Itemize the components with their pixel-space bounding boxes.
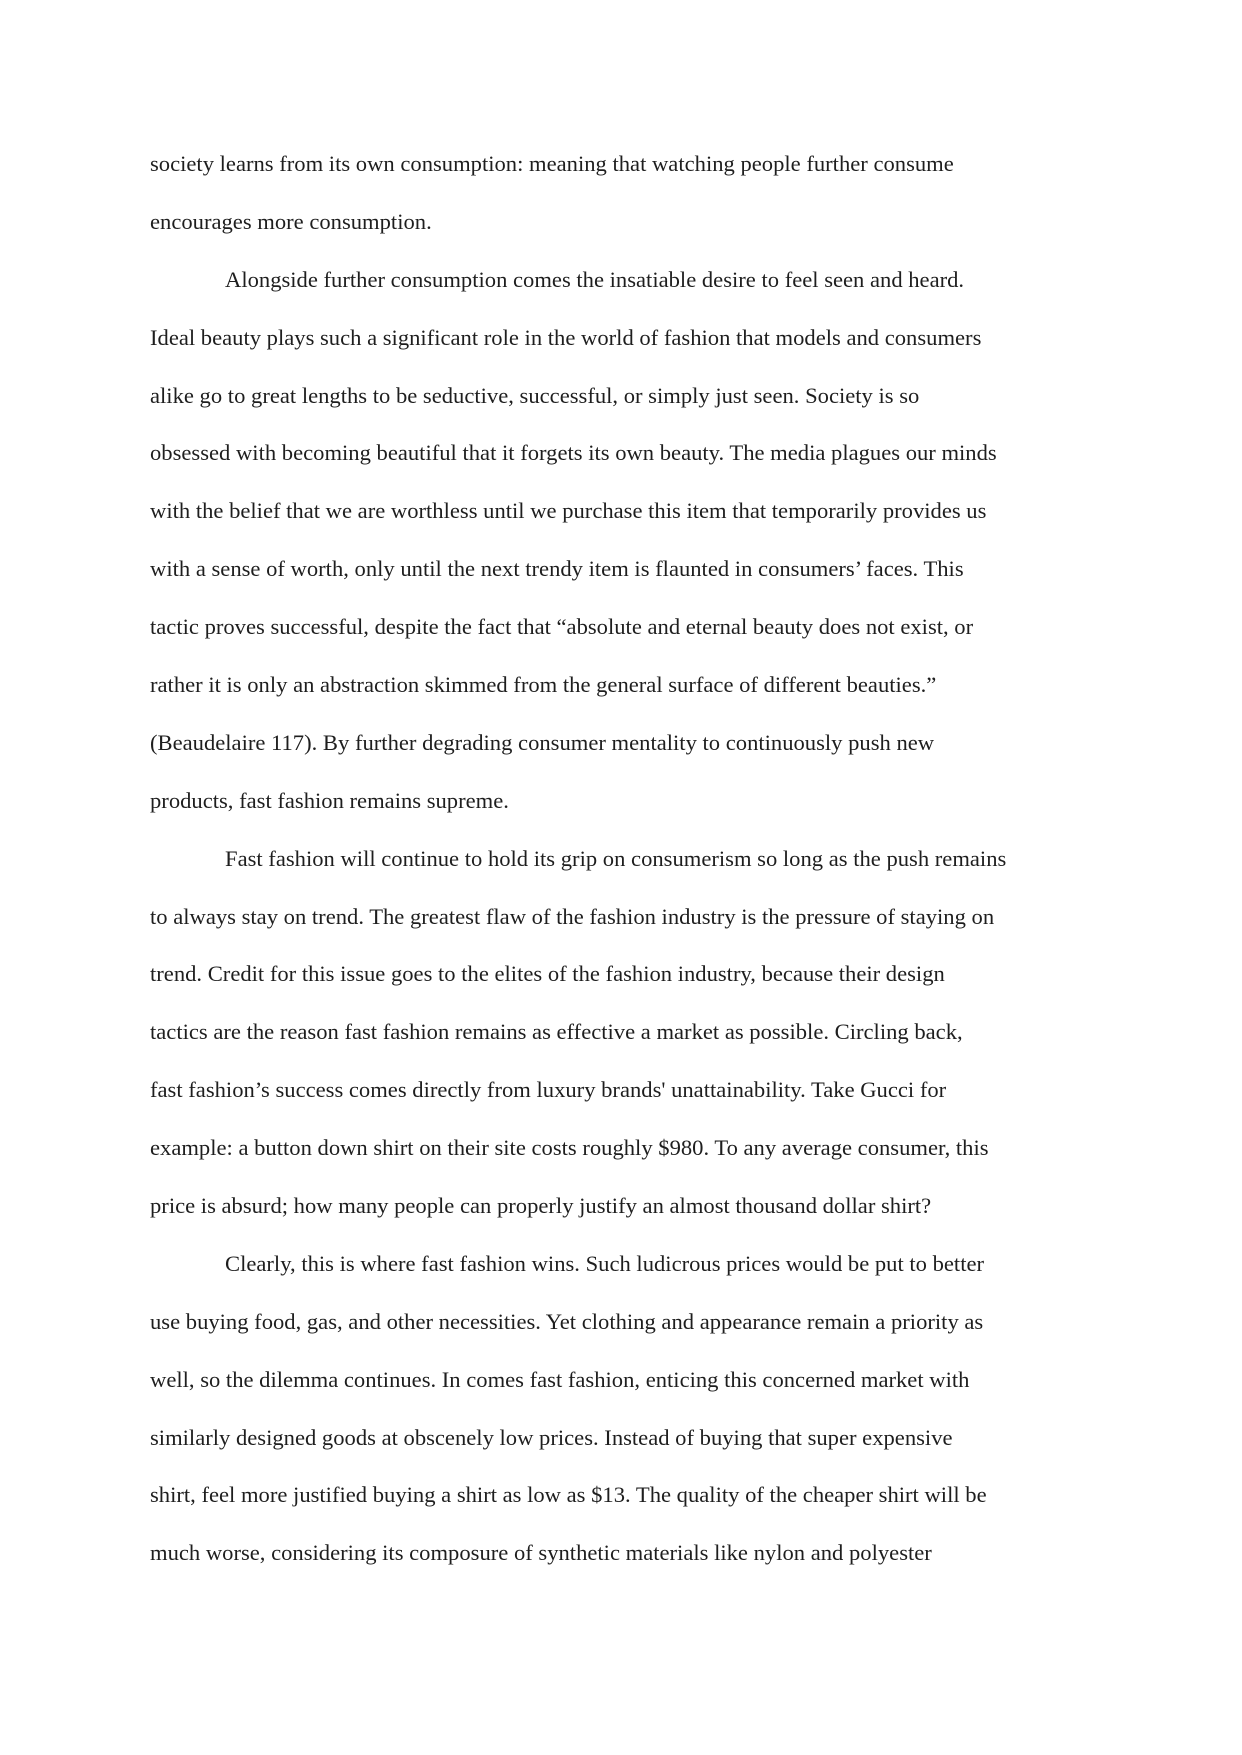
text-line: shirt, feel more justified buying a shirt as low as $13. The quality of the cheaper shirt will be [150, 1482, 987, 1508]
text-line: well, so the dilemma continues. In comes fast fashion, enticing this concerned market with [150, 1366, 970, 1392]
paragraph-start-line: Alongside further consumption comes the insatiable desire to feel seen and heard. [225, 266, 965, 292]
text-line: obsessed with becoming beautiful that it forgets its own beauty. The media plagues our minds [150, 440, 997, 466]
text-line: alike go to great lengths to be seductive, successful, or simply just seen. Society is so [150, 382, 920, 408]
text-line: much worse, considering its composure of synthetic materials like nylon and polyester [150, 1540, 932, 1566]
text-line: (Beaudelaire 117). By further degrading consumer mentality to continuously push new [150, 729, 935, 755]
text-line: with a sense of worth, only until the next trendy item is flaunted in consumers’ faces. This [150, 556, 964, 582]
text-line: price is absurd; how many people can properly justify an almost thousand dollar shirt? [150, 1193, 932, 1219]
text-line: similarly designed goods at obscenely low prices. Instead of buying that super expensive [150, 1424, 953, 1450]
text-line: encourages more consumption. [150, 208, 432, 234]
text-line: products, fast fashion remains supreme. [150, 787, 509, 813]
text-line: use buying food, gas, and other necessities. Yet clothing and appearance remain a priority as [150, 1308, 984, 1334]
text-line: trend. Credit for this issue goes to the elites of the fashion industry, because their design [150, 961, 945, 987]
text-line: fast fashion’s success comes directly from luxury brands' unattainability. Take Gucci for [150, 1077, 947, 1103]
text-line: rather it is only an abstraction skimmed from the general surface of different beauties.” [150, 672, 937, 698]
text-line: Ideal beauty plays such a significant role in the world of fashion that models and consumers [150, 324, 982, 350]
text-line: with the belief that we are worthless until we purchase this item that temporarily provides us [150, 498, 987, 524]
text-line: tactics are the reason fast fashion remains as effective a market as possible. Circling back, [150, 1019, 963, 1045]
paragraph-start-line: Clearly, this is where fast fashion wins. Such ludicrous prices would be put to better [225, 1250, 985, 1276]
essay-body [150, 135, 1095, 1582]
text-line: society learns from its own consumption: meaning that watching people further consume [150, 151, 954, 176]
text-line: example: a button down shirt on their site costs roughly $980. To any average consumer, this [150, 1135, 989, 1161]
text-line: to always stay on trend. The greatest flaw of the fashion industry is the pressure of staying on [150, 903, 995, 929]
paragraph-start-line: Fast fashion will continue to hold its grip on consumerism so long as the push remains [225, 845, 1007, 871]
text-line: tactic proves successful, despite the fact that “absolute and eternal beauty does not exist, or [150, 614, 974, 640]
